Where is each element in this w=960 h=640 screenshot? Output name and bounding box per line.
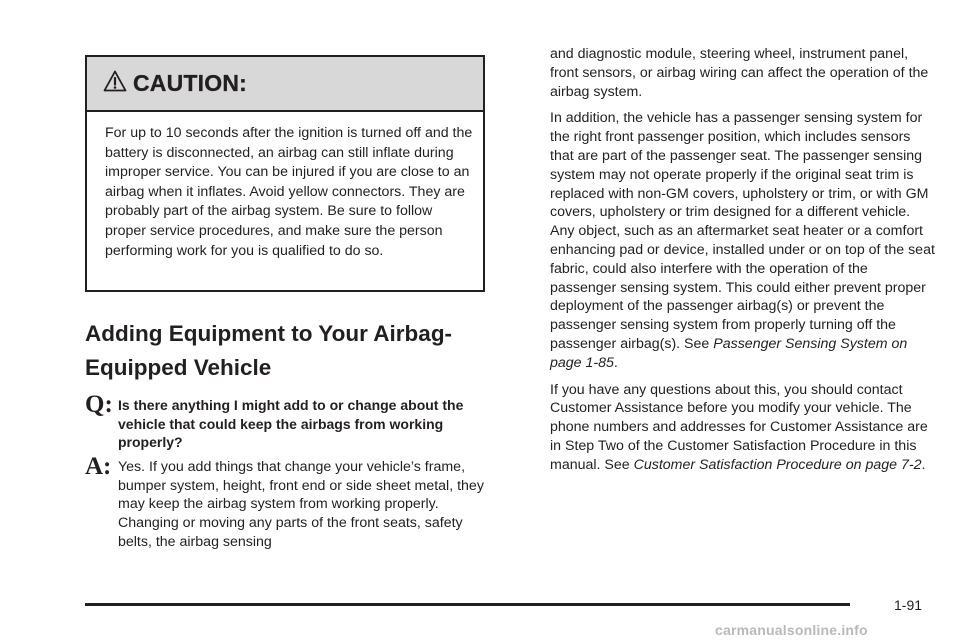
question-letter: Q:	[85, 391, 113, 418]
cross-reference-link[interactable]: Passenger Sensing System on page 1-85	[550, 335, 908, 371]
paragraph-text: In addition, the vehicle has a passenger sensing system for the right front passenger position, which includes sensors that are part of the passenger seat. The passenger sensing system may not operate properly if the original seat trim is replaced with non-GM covers, upholstery or trim, or with GM covers, upholstery or trim designed for a different vehicle. Any object, such as an aftermarket seat heater or a comfort enhancing pad or device, installed under or on top of the seat fabric, could also interfere with the operation of the passenger sensing system. This could either prevent proper deployment of the passenger airbag(s) or prevent the passenger sensing system from properly turning off the passenger airbag(s). See	[550, 110, 935, 352]
passenger-sensing-paragraph	[550, 109, 935, 372]
section-heading: Adding Equipment to Your Airbag-Equipped Vehicle	[85, 321, 453, 380]
footer-rule	[85, 603, 850, 606]
warning-triangle-icon	[103, 69, 133, 98]
customer-assistance-paragraph	[550, 381, 935, 475]
caution-text: For up to 10 seconds after the ignition is turned off and the battery is disconnected, an airbag can still inflate during improper service. You can be injured if you are close to an airbag when it inflates. Avoid yellow connectors. They are probably part of the airbag system. Be sure to follow proper service procedures, and make sure the person performing work for you is qualified to do so.	[105, 125, 473, 259]
paragraph-end: .	[613, 354, 618, 371]
watermark: carmanualsonline.info	[715, 622, 868, 638]
page-number: 1-91	[894, 597, 923, 613]
paragraph-text: If you have any questions about this, you should contact Customer Assistance before you modify your vehicle. The phone numbers and addresses for Customer Assistance are in Step Two of the Customer Satisfaction Procedure in this manual. See	[550, 381, 928, 473]
paragraph-end: .	[921, 456, 926, 473]
answer-block	[85, 454, 495, 552]
question-text: Is there anything I might add to or change about the vehicle that could keep the airbags from working properly?	[118, 397, 464, 450]
cross-reference-link[interactable]: Customer Satisfaction Procedure on page 7-2	[633, 456, 922, 473]
caution-title: CAUTION:	[133, 70, 248, 96]
continuation-paragraph: and diagnostic module, steering wheel, instrument panel, front sensors, or airbag wiring can affect the operation of the airbag system.	[550, 46, 929, 100]
caution-box	[85, 55, 485, 292]
right-column	[550, 45, 935, 483]
answer-text: Yes. If you add things that change your vehicle’s frame, bumper system, height, front end or side sheet metal, they may keep the airbag system from working properly. Changing or moving any parts of the front seats, safety belts, the airbag sensing	[118, 459, 484, 550]
answer-letter: A:	[85, 453, 112, 480]
question-block	[85, 392, 495, 452]
caution-header	[87, 57, 483, 112]
